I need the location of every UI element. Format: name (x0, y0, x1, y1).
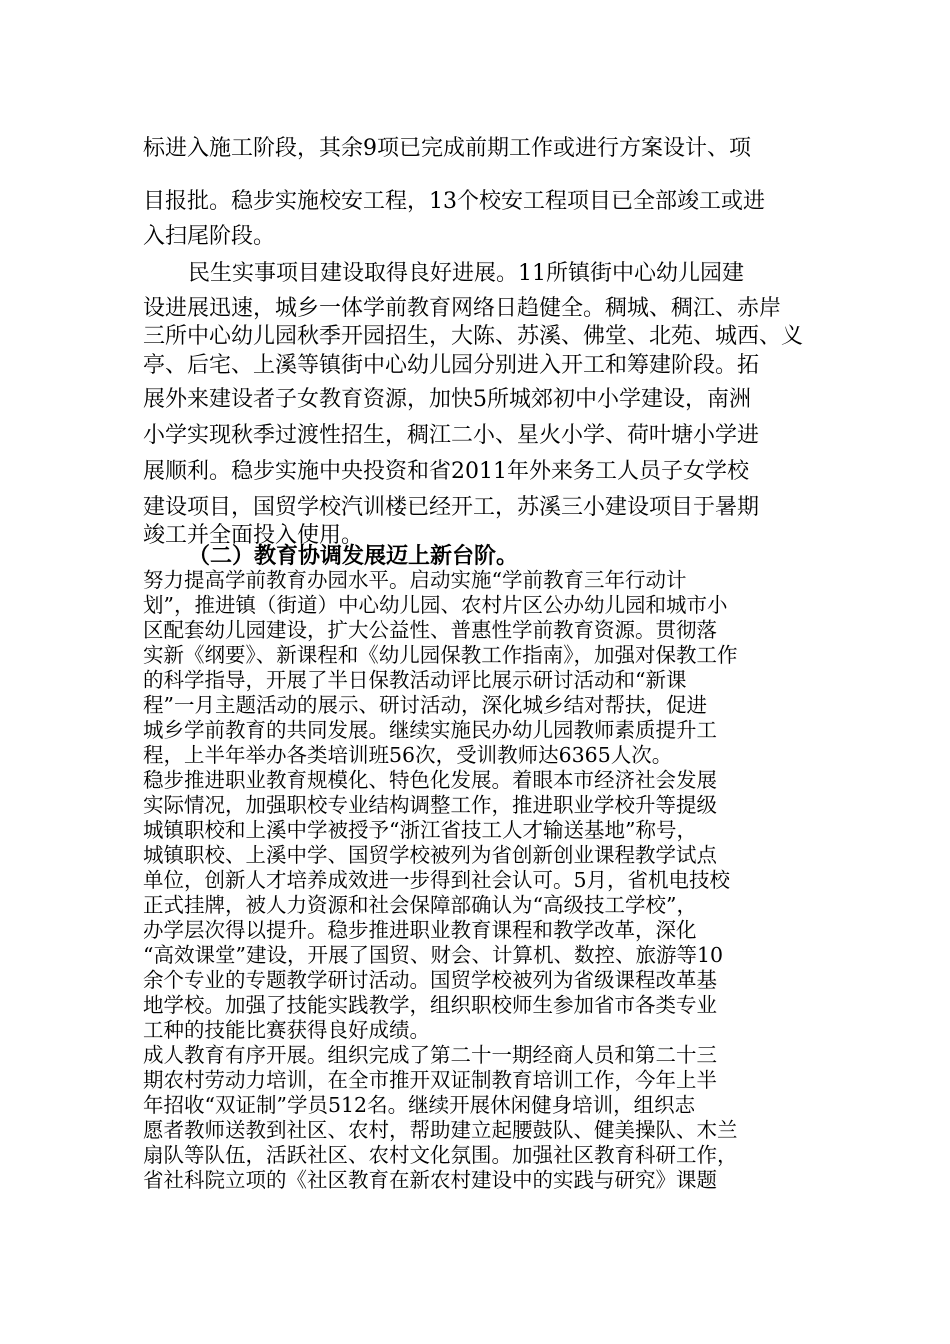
text-line: 愿者教师送教到社区、农村，帮助建立起腰鼓队、健美操队、木兰 (143, 1118, 738, 1142)
text-line: 成人教育有序开展。组织完成了第二十一期经商人员和第二十三 (143, 1043, 717, 1067)
text-line: 程”一月主题活动的展示、研讨活动，深化城乡结对帮扶，促进 (143, 693, 707, 717)
text-line: 余个专业的专题教学研讨活动。国贸学校被列为省级课程改革基 (143, 968, 717, 992)
text-line: 扇队等队伍，活跃社区、农村文化氛围。加强社区教育科研工作， (143, 1143, 738, 1167)
text-line: 稳步推进职业教育规模化、特色化发展。着眼本市经济社会发展 (143, 768, 717, 792)
text-line: 目报批。稳步实施校安工程，13个校安工程项目已全部竣工或进 (143, 189, 765, 214)
text-line: 城乡学前教育的共同发展。继续实施民办幼儿园教师素质提升工 (143, 718, 717, 742)
text-line: 设进展迅速，城乡一体学前教育网络日趋健全。稠城、稠江、赤岸 (143, 296, 782, 321)
text-line: 入扫尾阶段。 (143, 224, 276, 249)
text-line: 竣工并全面投入使用。 (143, 523, 364, 548)
text-line: 努力提高学前教育办园水平。启动实施“学前教育三年行动计 (143, 568, 687, 592)
section-heading: （二）教育协调发展迈上新台阶。 (188, 543, 519, 569)
text-line: 期农村劳动力培训，在全市推开双证制教育培训工作，今年上半 (143, 1068, 717, 1092)
text-line: 亭、后宅、上溪等镇街中心幼儿园分别进入开工和筹建阶段。拓 (143, 353, 760, 378)
text-line: 三所中心幼儿园秋季开园招生，大陈、苏溪、佛堂、北苑、城西、义 (143, 324, 804, 349)
text-line: 年招收“双证制”学员512名。继续开展休闲健身培训，组织志 (143, 1093, 696, 1117)
text-line: 办学层次得以提升。稳步推进职业教育课程和教学改革，深化 (143, 918, 697, 942)
text-line: 划”，推进镇（街道）中心幼儿园、农村片区公办幼儿园和城市小 (143, 593, 728, 617)
text-line: 单位，创新人才培养成效进一步得到社会认可。5月，省机电技校 (143, 868, 731, 892)
text-line: 的科学指导，开展了半日保教活动评比展示研讨活动和“新课 (143, 668, 687, 692)
text-line: 建设项目，国贸学校汽训楼已经开工，苏溪三小建设项目于暑期 (143, 495, 760, 520)
text-line: 展外来建设者子女教育资源，加快5所城郊初中小学建设，南洲 (143, 387, 751, 412)
text-line: 程，上半年举办各类培训班56次，受训教师达6365人次。 (143, 743, 673, 767)
text-line: 实际情况，加强职校专业结构调整工作，推进职业学校升等提级 (143, 793, 717, 817)
text-line: 实新《纲要》、新课程和《幼儿园保教工作指南》，加强对保教工作 (143, 643, 738, 667)
text-line: 民生实事项目建设取得良好进展。11所镇街中心幼儿园建 (188, 261, 744, 286)
text-line: 城镇职校、上溪中学、国贸学校被列为省创新创业课程教学试点 (143, 843, 717, 867)
text-line: 城镇职校和上溪中学被授予“浙江省技工人才输送基地”称号， (143, 818, 697, 842)
text-line: 工种的技能比赛获得良好成绩。 (143, 1018, 430, 1042)
text-line: “高效课堂”建设，开展了国贸、财会、计算机、数控、旅游等10 (143, 943, 724, 967)
text-line: 区配套幼儿园建设，扩大公益性、普惠性学前教育资源。贯彻落 (143, 618, 717, 642)
text-line: 小学实现秋季过渡性招生，稠江二小、星火小学、荷叶塘小学进 (143, 423, 760, 448)
text-line: 地学校。加强了技能实践教学，组织职校师生参加省市各类专业 (143, 993, 717, 1017)
text-line: 展顺利。稳步实施中央投资和省2011年外来务工人员子女学校 (143, 459, 749, 484)
text-line: 标进入施工阶段，其余9项已完成前期工作或进行方案设计、项 (143, 136, 751, 161)
text-line: 省社科院立项的《社区教育在新农村建设中的实践与研究》课题 (143, 1168, 717, 1192)
text-line: 正式挂牌，被人力资源和社会保障部确认为“高级技工学校”， (143, 893, 697, 917)
